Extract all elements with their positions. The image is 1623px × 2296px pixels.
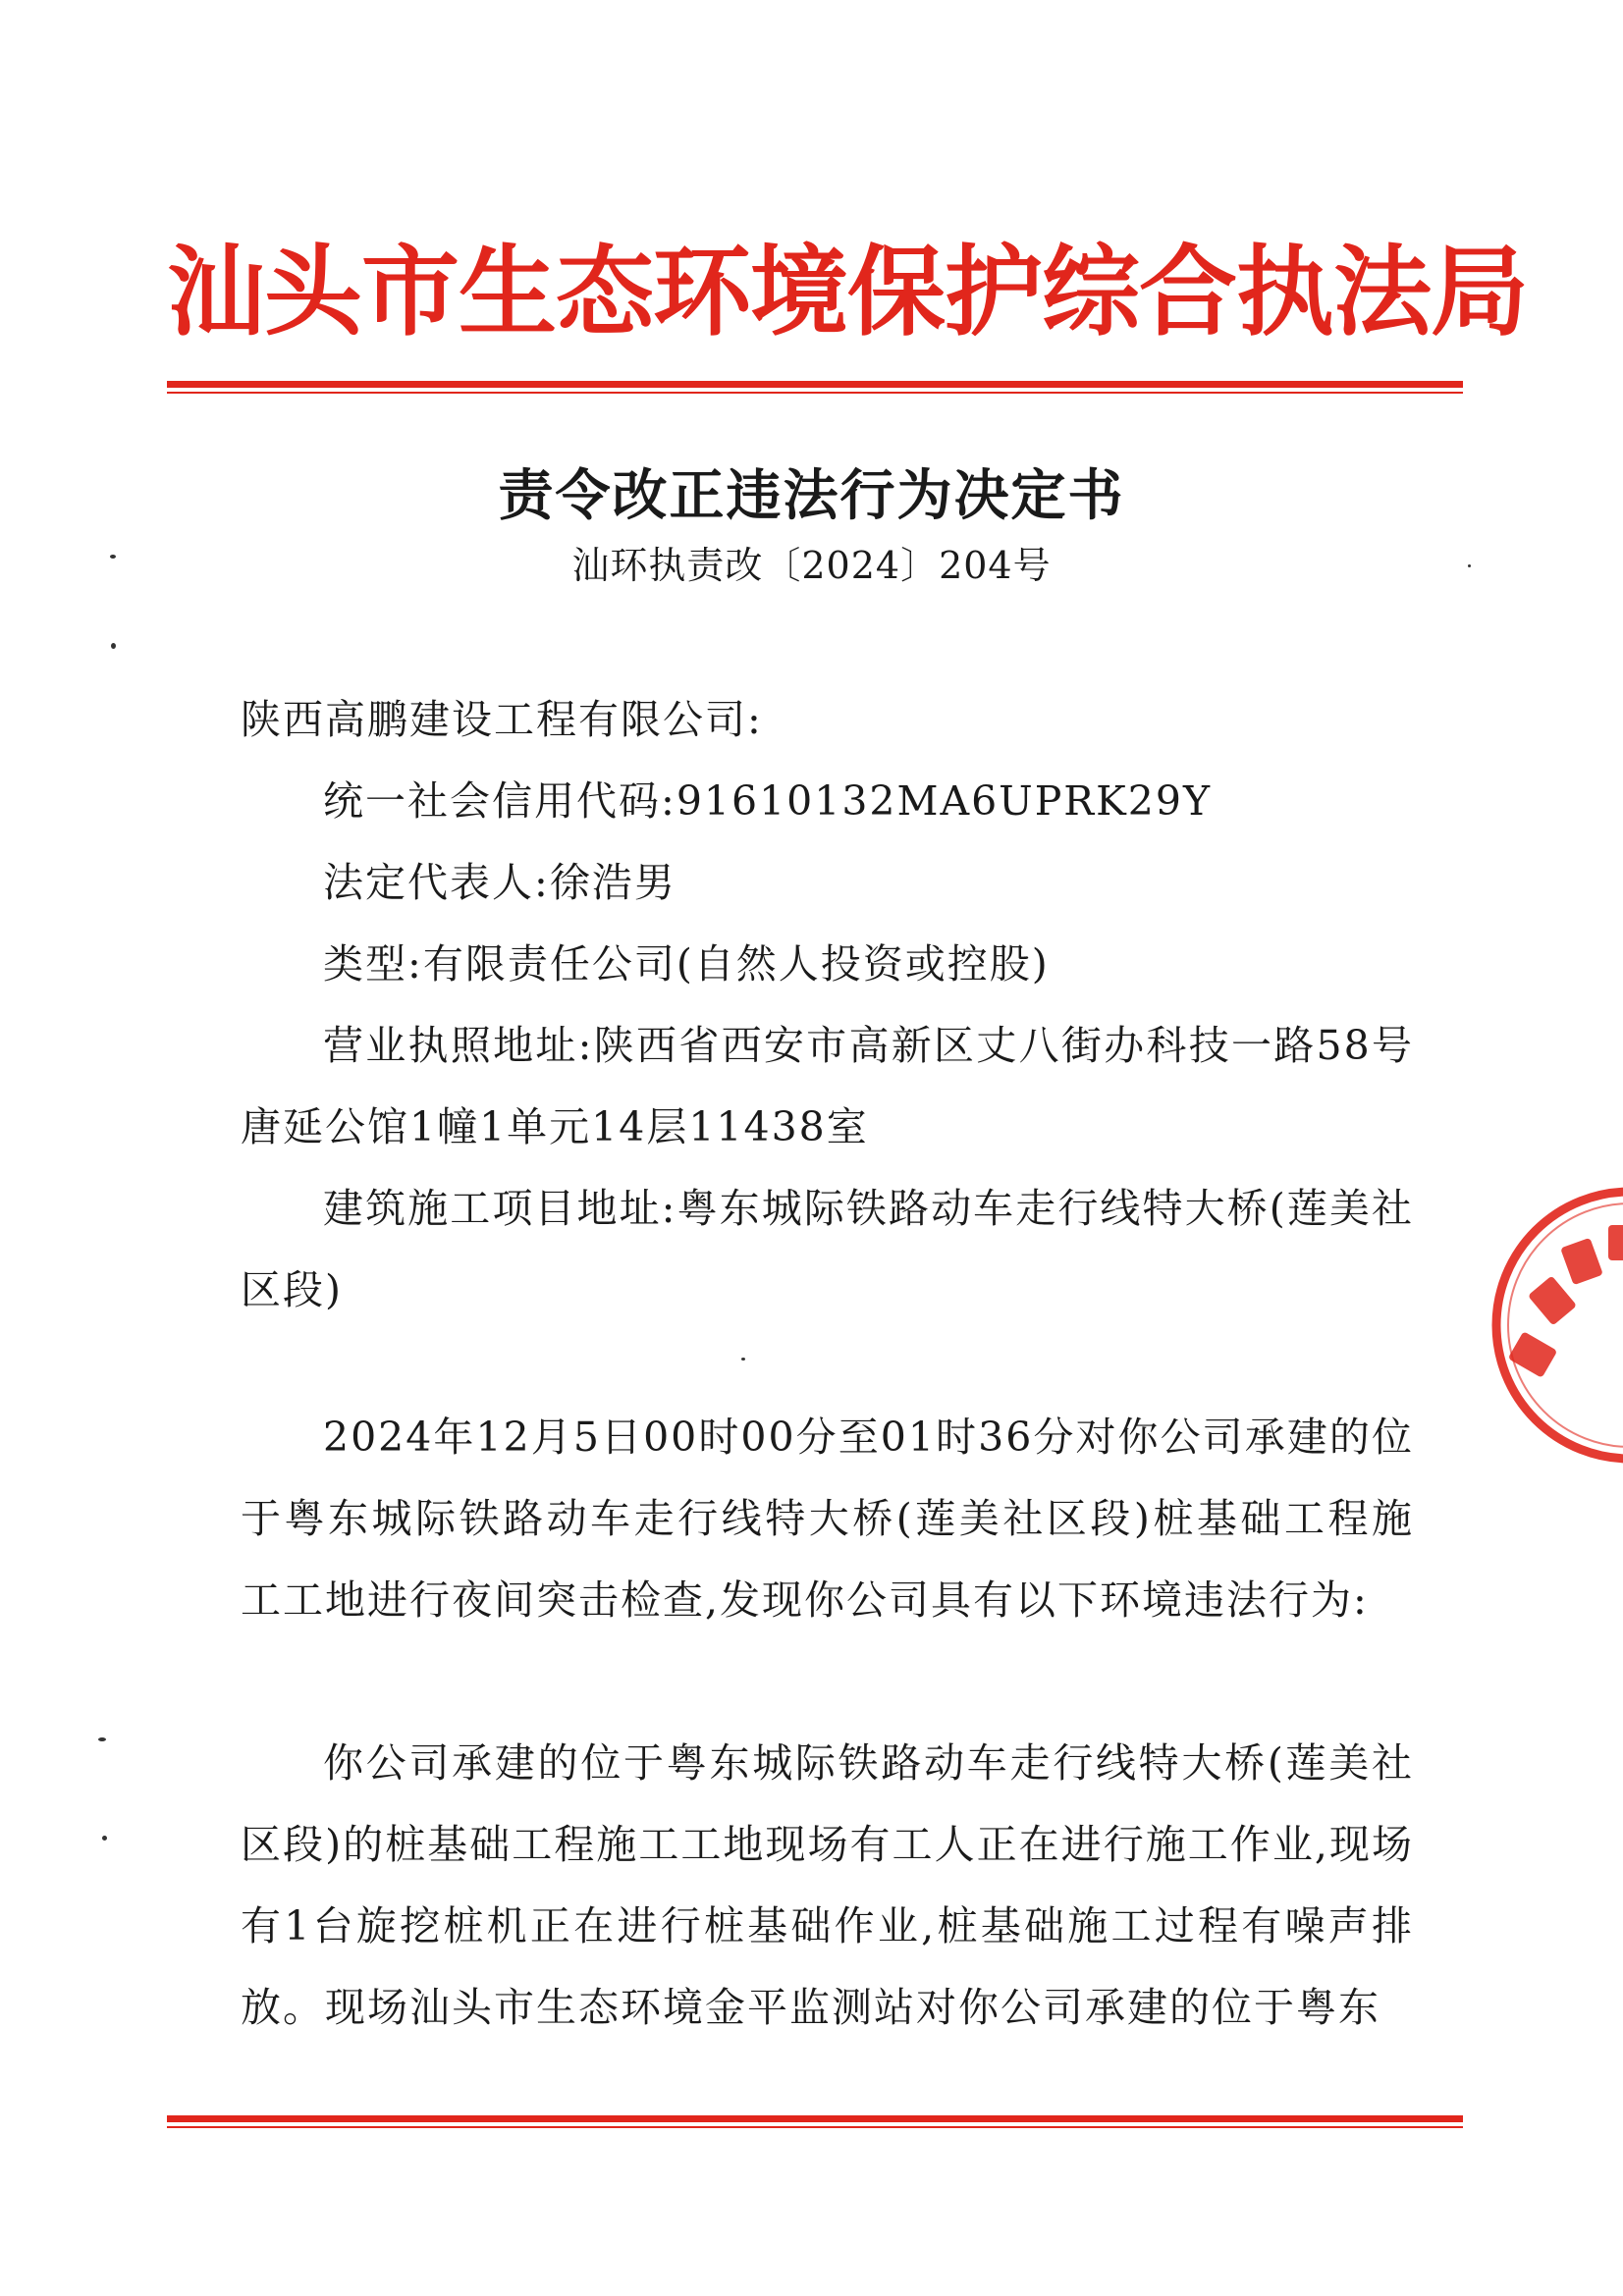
project-address-line: 建筑施工项目地址:粤东城际铁路动车走行线特大桥(莲美社区段) bbox=[241, 1185, 1414, 1313]
body-paragraph-2: 你公司承建的位于粤东城际铁路动车走行线特大桥(莲美社区段)的桩基础工程施工工地现场有工人正在进行施工作业,现场有1台旋挖桩机正在进行桩基础作业,桩基础施工过程有噪声排放。现场汕头市生态环境金平监测站对你公司承建的位于粤东 bbox=[241, 1739, 1414, 2031]
document-number: 汕环执责改〔2024〕204号 bbox=[571, 544, 1052, 587]
company-type-line: 类型:有限责任公司(自然人投资或控股) bbox=[323, 940, 1050, 988]
license-address-line: 营业执照地址:陕西省西安市高新区丈八街办科技一路58号唐延公馆1幢1单元14层11438室 bbox=[241, 1022, 1414, 1150]
official-seal-stamp bbox=[1483, 1178, 1623, 1472]
legal-representative-line: 法定代表人:徐浩男 bbox=[323, 859, 676, 906]
scan-speck bbox=[110, 555, 116, 559]
body-paragraph-1: 2024年12月5日00时00分至01时36分对你公司承建的位于粤东城际铁路动车走行线特大桥(莲美社区段)桩基础工程施工工地进行夜间突击检查,发现你公司具有以下环境违法行为: bbox=[241, 1414, 1414, 1624]
header-red-rule bbox=[167, 381, 1463, 394]
agency-letterhead: 汕头市生态环境保护综合执法局 bbox=[167, 234, 1528, 349]
recipient-name: 陕西高鹏建设工程有限公司: bbox=[241, 696, 763, 743]
scan-speck bbox=[741, 1358, 745, 1361]
scan-speck bbox=[111, 643, 116, 649]
scan-speck bbox=[102, 1836, 107, 1841]
scan-speck bbox=[1468, 564, 1471, 567]
footer-red-rule bbox=[167, 2115, 1463, 2128]
credit-code-line: 统一社会信用代码:91610132MA6UPRK29Y bbox=[323, 777, 1213, 825]
document-title: 责令改正违法行为决定书 bbox=[498, 463, 1125, 528]
scan-speck bbox=[98, 1737, 106, 1741]
